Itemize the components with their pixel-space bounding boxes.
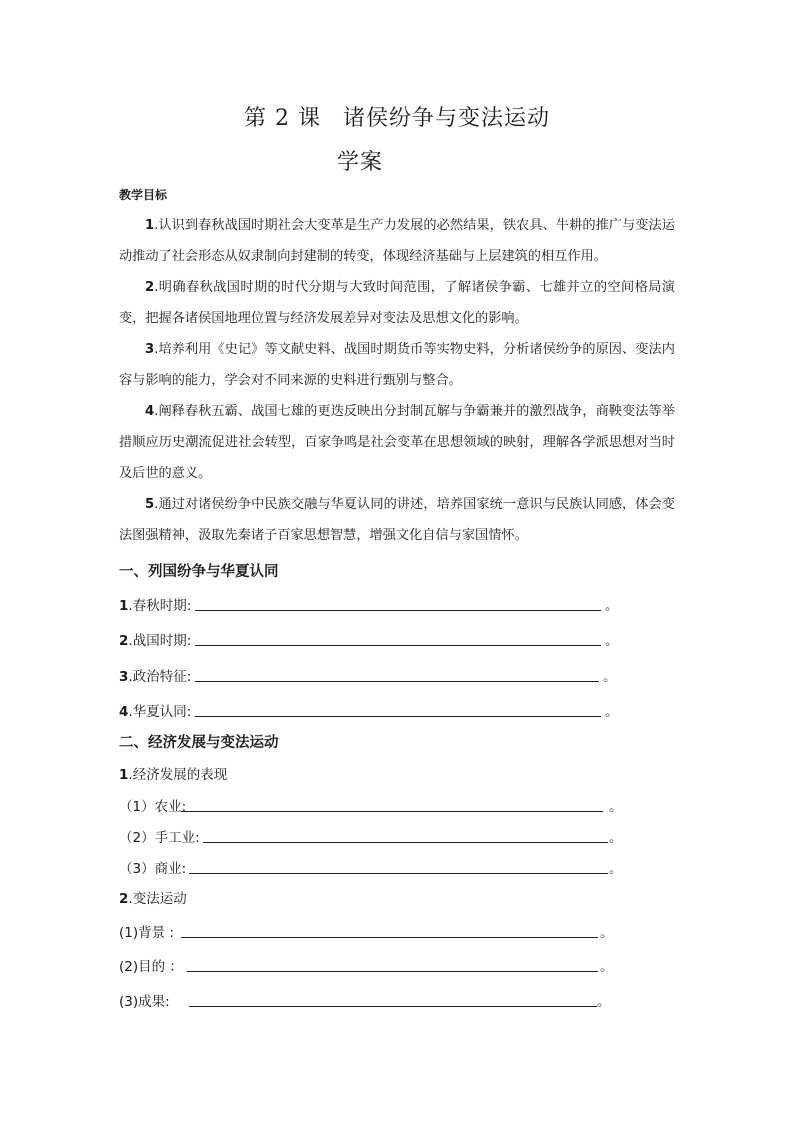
answer-blank[interactable]	[195, 610, 601, 611]
answer-blank[interactable]	[187, 971, 598, 972]
objective-text: .通过对诸侯纷争中民族交融与华夏认同的讲述，培养国家统一意识与民族认同感，体会变法图强精神，汲取先秦诸子百家思想智慧，增强文化自信与家国情怀。	[119, 497, 675, 543]
objective-number: 4	[145, 404, 155, 419]
objective-number: 3	[145, 342, 155, 357]
section-heading: 二、经济发展与变法运动	[119, 735, 279, 751]
objective-text: .认识到春秋战国时期社会大变革是生产力发展的必然结果，铁农具、牛耕的推广与变法运动推动了社会形态从奴隶制向封建制的转变，体现经济基础与上层建筑的相互作用。	[119, 218, 675, 264]
objective-text: .明确春秋战国时期的时代分期与大致时间范围，了解诸侯争霸、七雄并立的空间格局演变，把握各诸侯国地理位置与经济发展差异对变法及思想文化的影响。	[119, 280, 675, 326]
fill-in-row	[119, 594, 624, 614]
end-mark: 。	[605, 704, 619, 720]
end-mark: 。	[603, 669, 617, 685]
answer-blank[interactable]	[189, 873, 608, 874]
row-label: 1.春秋时期:	[119, 598, 192, 614]
section-heading: 一、列国纷争与华夏认同	[119, 564, 279, 580]
fill-in-row	[119, 857, 629, 877]
end-mark: 。	[605, 633, 619, 649]
answer-blank[interactable]	[195, 716, 601, 717]
answer-blank[interactable]	[195, 645, 601, 646]
row-label: 4.华夏认同:	[119, 704, 192, 720]
row-label: （1）农业:	[119, 799, 187, 815]
end-mark: 。	[605, 598, 619, 614]
objective-item	[119, 210, 675, 272]
fill-in-row	[119, 990, 624, 1010]
end-mark: 。	[609, 861, 623, 877]
lesson-topic: 诸侯纷争与变法运动	[342, 106, 550, 131]
row-label: (2)目的 ：	[119, 959, 183, 975]
objective-number: 1	[145, 218, 155, 233]
row-label: (3)成果:	[119, 994, 170, 1010]
lesson-number: 第 2 课	[244, 106, 321, 131]
row-label: （3）商业:	[119, 861, 187, 877]
objective-number: 2	[145, 280, 155, 295]
row-label: (1)背景 :	[119, 925, 174, 941]
answer-blank[interactable]	[195, 681, 599, 682]
objective-text: .培养利用《史记》等文献史料、战国时期货币等实物史料，分析诸侯纷争的原因、变法内容与影响的能力，学会对不同来源的史料进行甄别与整合。	[119, 342, 675, 388]
objective-item	[119, 334, 675, 396]
end-mark: 。	[597, 994, 611, 1010]
end-mark: 。	[600, 925, 614, 941]
fill-in-row	[119, 795, 629, 815]
objective-item	[119, 396, 675, 489]
objective-item	[119, 489, 675, 551]
objective-text: .阐释春秋五霸、战国七雄的更迭反映出分封制瓦解与争霸兼并的激烈战争，商鞅变法等举措顺应历史潮流促进社会转型，百家争鸣是社会变革在思想领域的映射，理解各学派思想对当时及后世的意义。	[119, 404, 675, 481]
answer-blank[interactable]	[181, 811, 603, 812]
row-label: 2.战国时期:	[119, 633, 192, 649]
answer-blank[interactable]	[203, 842, 608, 843]
subsection-heading: 2.变法运动	[119, 891, 187, 907]
lesson-subtitle: 学案	[337, 150, 384, 175]
lesson-title	[0, 101, 794, 132]
fill-in-row	[119, 700, 624, 720]
fill-in-row	[119, 921, 624, 941]
objective-item	[119, 272, 675, 334]
fill-in-row	[119, 665, 624, 685]
answer-blank[interactable]	[189, 1006, 597, 1007]
row-label: （2）手工业:	[119, 830, 200, 846]
objective-number: 5	[145, 497, 155, 512]
row-label: 3.政治特征:	[119, 669, 192, 685]
end-mark: 。	[609, 830, 623, 846]
answer-blank[interactable]	[181, 937, 598, 938]
end-mark: 。	[609, 799, 623, 815]
subsection-heading: 1.经济发展的表现	[119, 767, 228, 783]
fill-in-row	[119, 955, 624, 975]
end-mark: 。	[600, 959, 614, 975]
fill-in-row	[119, 826, 629, 846]
objectives-heading: 教学目标	[119, 188, 168, 202]
fill-in-row	[119, 629, 624, 649]
